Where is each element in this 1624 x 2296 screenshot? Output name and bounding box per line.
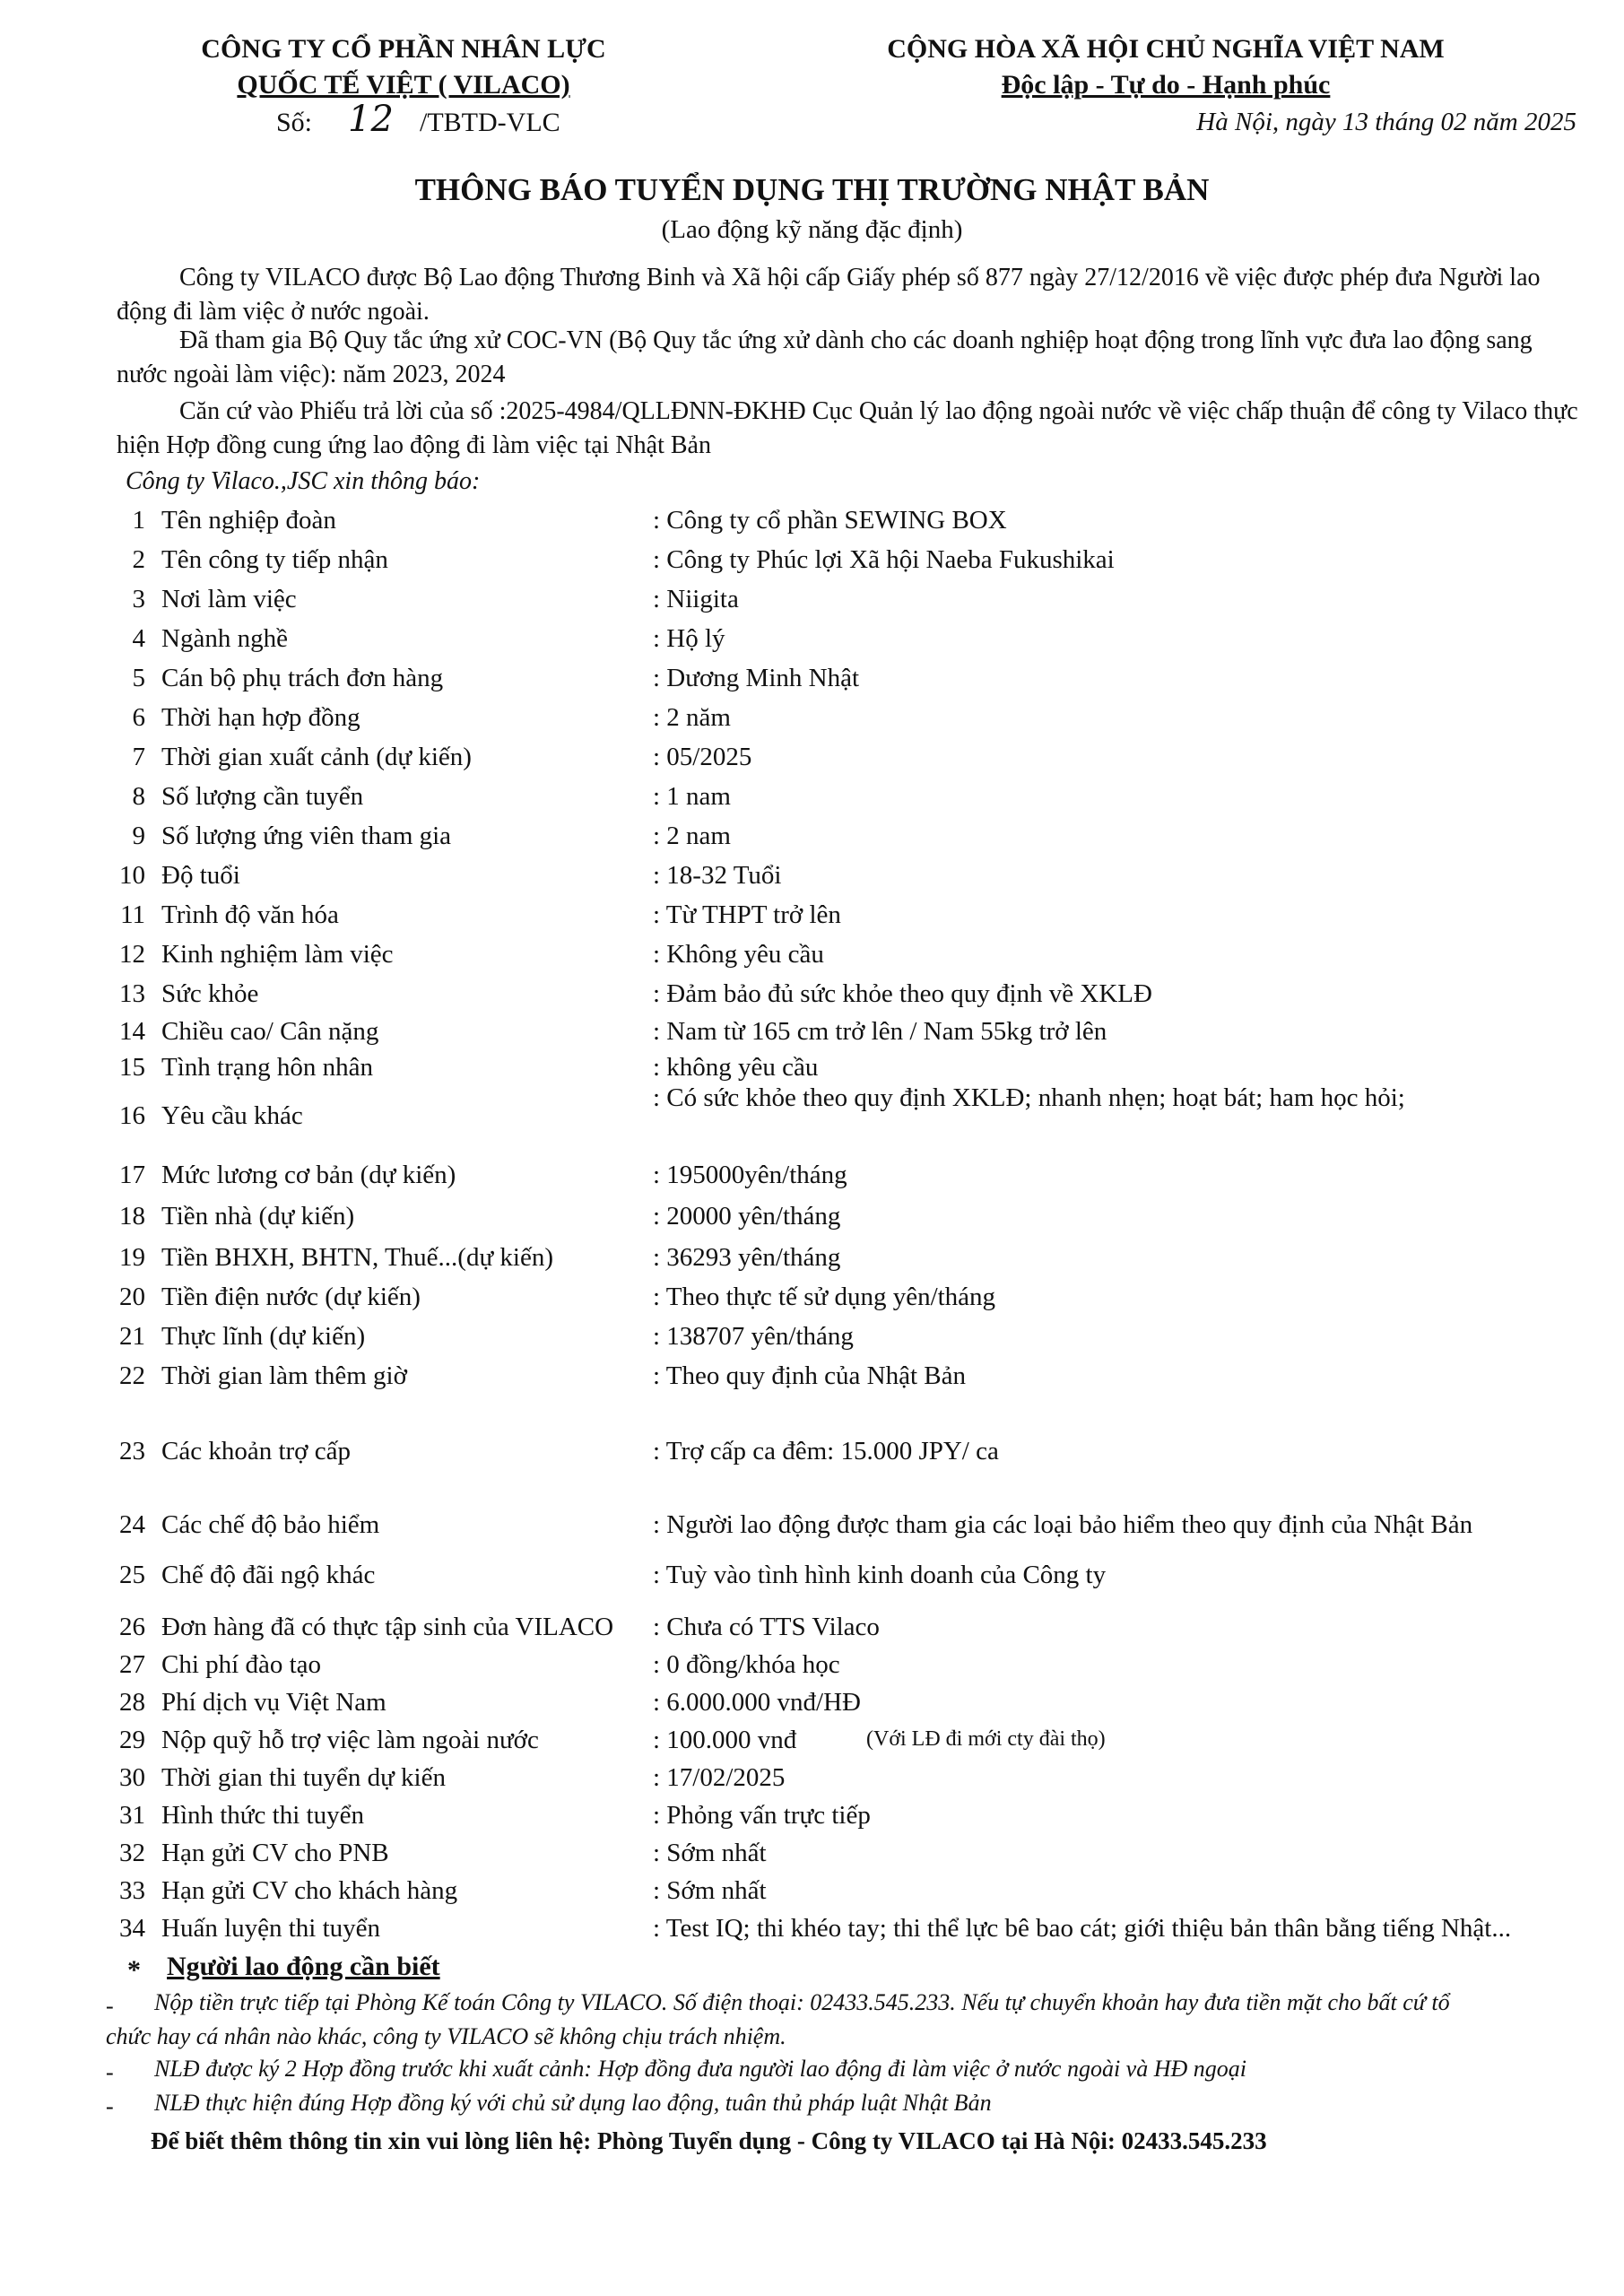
item-label: Chiều cao/ Cân nặng	[161, 1017, 379, 1046]
item-label: Nơi làm việc	[161, 585, 297, 613]
item-label: Số lượng cần tuyển	[161, 782, 364, 811]
item-number: 24	[119, 1510, 145, 1539]
issue-date: Hà Nội, ngày 13 tháng 02 năm 2025	[1196, 108, 1576, 136]
item-number: 29	[119, 1726, 145, 1754]
item-value: : Không yêu cầu	[653, 940, 824, 969]
list-item	[0, 1688, 1624, 1724]
item-number: 19	[119, 1243, 145, 1272]
list-item	[0, 1726, 1624, 1761]
item-value: : 20000 yên/tháng	[653, 1202, 841, 1231]
list-item	[0, 1361, 1624, 1397]
document-title: THÔNG BÁO TUYỂN DỤNG THỊ TRƯỜNG NHẬT BẢN	[414, 172, 1210, 207]
intro-coc-line1: Đã tham gia Bộ Quy tắc ứng xử COC-VN (Bộ Quy tắc ứng xử dành cho các doanh nghiệp hoạt động trong lĩnh vực đưa lao động sang	[179, 326, 1533, 354]
item-number: 32	[119, 1839, 145, 1867]
intro-license-line2: động đi làm việc ở nước ngoài.	[117, 298, 430, 326]
contact-info: Để biết thêm thông tin xin vui lòng liên hệ: Phòng Tuyển dụng - Công ty VILACO tại Hà Nội: 02433.545.233	[151, 2127, 1267, 2154]
notice-heading: Người lao động cần biết	[167, 1952, 440, 1981]
notice-contracts: NLĐ được ký 2 Hợp đồng trước khi xuất cảnh: Hợp đồng đưa người lao động đi làm việc ở nước ngoài và HĐ ngoại	[154, 2056, 1246, 2082]
item-value: : Tuỳ vào tình hình kinh doanh của Công ty	[653, 1561, 1107, 1589]
item-number: 1	[132, 506, 145, 535]
list-item	[0, 1839, 1624, 1874]
list-item	[0, 979, 1624, 1015]
item-number: 12	[119, 940, 145, 969]
item-number: 22	[119, 1361, 145, 1390]
item-number: 10	[119, 861, 145, 890]
item-value: : Dương Minh Nhật	[653, 664, 860, 692]
company-short-name: QUỐC TẾ VIỆT ( VILACO)	[237, 70, 570, 100]
intro-announcement: Công ty Vilaco.,JSC xin thông báo:	[126, 467, 481, 495]
item-label: Các chế độ bảo hiểm	[161, 1510, 380, 1539]
item-value: : 36293 yên/tháng	[653, 1243, 841, 1272]
item-label: Tên nghiệp đoàn	[161, 506, 336, 535]
item-number: 3	[132, 585, 145, 613]
item-value: : Test IQ; thi khéo tay; thi thể lực bê bao cát; giới thiệu bản thân bằng tiếng Nhật...	[653, 1914, 1512, 1943]
item-label: Chi phí đào tạo	[161, 1650, 322, 1679]
item-number: 6	[132, 703, 145, 732]
doc-number-suffix: /TBTD-VLC	[420, 108, 560, 137]
item-label: Hạn gửi CV cho PNB	[161, 1839, 389, 1867]
item-label: Các khoản trợ cấp	[161, 1437, 352, 1465]
item-value: : 2 năm	[653, 703, 731, 732]
item-label: Thời gian xuất cảnh (dự kiến)	[161, 743, 472, 771]
item-value: : 17/02/2025	[653, 1763, 786, 1792]
item-number: 27	[119, 1650, 145, 1679]
item-number: 11	[120, 900, 145, 929]
item-value: : Sớm nhất	[653, 1839, 767, 1867]
notice-dash-1: -	[106, 1993, 114, 2019]
list-item	[0, 664, 1624, 700]
item-label: Thời hạn hợp đồng	[161, 703, 360, 732]
item-number: 9	[132, 822, 145, 850]
item-value: : Chưa có TTS Vilaco	[653, 1613, 880, 1641]
list-item	[0, 1017, 1624, 1053]
item-value: : Công ty Phúc lợi Xã hội Naeba Fukushikai	[653, 545, 1115, 574]
list-item	[0, 1510, 1624, 1546]
item-number: 2	[132, 545, 145, 574]
notice-dash-3: -	[106, 2093, 114, 2119]
item-label: Thời gian làm thêm giờ	[161, 1361, 407, 1390]
item-value: : không yêu cầu	[653, 1053, 819, 1082]
item-value: : Từ THPT trở lên	[653, 900, 841, 929]
list-item	[0, 940, 1624, 976]
list-item	[0, 782, 1624, 818]
item-value: : 1 nam	[653, 782, 731, 811]
item-label: Phí dịch vụ Việt Nam	[161, 1688, 386, 1717]
item-label: Sức khỏe	[161, 979, 259, 1008]
item-value: : 195000yên/tháng	[653, 1161, 847, 1189]
list-item	[0, 703, 1624, 739]
item-label: Yêu cầu khác	[161, 1101, 303, 1130]
item-value-note: (Với LĐ đi mới cty đài thọ)	[866, 1727, 1106, 1751]
item-label: Trình độ văn hóa	[161, 900, 339, 929]
company-name: CÔNG TY CỔ PHẦN NHÂN LỰC	[201, 34, 606, 64]
list-item	[0, 900, 1624, 936]
item-number: 23	[119, 1437, 145, 1465]
item-label: Hạn gửi CV cho khách hàng	[161, 1876, 458, 1905]
intro-approval-line1: Căn cứ vào Phiếu trả lời của số :2025-4984/QLLĐNN-ĐKHĐ Cục Quản lý lao động ngoài nước về việc chấp thuận để công ty Vilaco thực	[179, 397, 1578, 425]
item-label: Ngành nghề	[161, 624, 288, 653]
list-item	[0, 624, 1624, 660]
item-number: 31	[119, 1801, 145, 1830]
document-subtitle: (Lao động kỹ năng đặc định)	[661, 215, 963, 244]
item-value: : Có sức khỏe theo quy định XKLĐ; nhanh nhẹn; hoạt bát; ham học hỏi;	[653, 1083, 1405, 1112]
item-number: 5	[132, 664, 145, 692]
list-item	[0, 1437, 1624, 1473]
item-number: 16	[119, 1101, 145, 1130]
item-label: Độ tuổi	[161, 861, 240, 890]
item-label: Số lượng ứng viên tham gia	[161, 822, 452, 850]
item-value: : Theo thực tế sử dụng yên/tháng	[653, 1283, 996, 1311]
national-motto: Độc lập - Tự do - Hạnh phúc	[1001, 70, 1331, 100]
item-number: 14	[119, 1017, 145, 1046]
national-title: CỘNG HÒA XÃ HỘI CHỦ NGHĨA VIỆT NAM	[887, 34, 1445, 64]
item-label: Tên công ty tiếp nhận	[161, 545, 388, 574]
item-value: : 2 nam	[653, 822, 731, 850]
intro-license-line1: Công ty VILACO được Bộ Lao động Thương Binh và Xã hội cấp Giấy phép số 877 ngày 27/12/2016 về việc được phép đưa Người lao	[179, 264, 1541, 291]
item-number: 17	[119, 1161, 145, 1189]
item-value: : Phỏng vấn trực tiếp	[653, 1801, 871, 1830]
list-item	[0, 545, 1624, 581]
item-value: : 0 đồng/khóa học	[653, 1650, 840, 1679]
list-item	[0, 1914, 1624, 1950]
intro-approval-line2: hiện Hợp đồng cung ứng lao động đi làm việc tại Nhật Bản	[117, 431, 711, 459]
list-item	[0, 1876, 1624, 1912]
list-item	[0, 1322, 1624, 1358]
item-label: Đơn hàng đã có thực tập sinh của VILACO	[161, 1613, 614, 1641]
item-label: Hình thức thi tuyển	[161, 1801, 364, 1830]
item-value: : Công ty cổ phần SEWING BOX	[653, 506, 1007, 535]
item-label: Kinh nghiệm làm việc	[161, 940, 394, 969]
list-item	[0, 1202, 1624, 1238]
item-number: 18	[119, 1202, 145, 1231]
item-label: Cán bộ phụ trách đơn hàng	[161, 664, 444, 692]
item-number: 4	[132, 624, 145, 653]
list-item	[0, 1083, 1624, 1137]
item-value: : 05/2025	[653, 743, 752, 771]
doc-number-prefix: Số:	[276, 108, 313, 137]
list-item	[0, 506, 1624, 542]
item-label: Huấn luyện thi tuyển	[161, 1914, 381, 1943]
item-number: 25	[119, 1561, 145, 1589]
list-item	[0, 822, 1624, 857]
list-item	[0, 1763, 1624, 1799]
item-number: 15	[119, 1053, 145, 1082]
list-item	[0, 861, 1624, 897]
item-number: 30	[119, 1763, 145, 1792]
list-item	[0, 743, 1624, 778]
item-value: : 6.000.000 vnđ/HĐ	[653, 1688, 861, 1717]
item-value: : Sớm nhất	[653, 1876, 767, 1905]
item-value: : 138707 yên/tháng	[653, 1322, 854, 1351]
item-number: 33	[119, 1876, 145, 1905]
item-value: : Niigita	[653, 585, 739, 613]
intro-coc-line2: nước ngoài làm việc): năm 2023, 2024	[117, 361, 506, 388]
notice-payment-line1: Nộp tiền trực tiếp tại Phòng Kế toán Công ty VILACO. Số điện thoại: 02433.545.233. Nếu tự chuyển khoản hay đưa tiền mặt cho bất cứ tổ	[154, 1989, 1450, 2015]
item-value: : Trợ cấp ca đêm: 15.000 JPY/ ca	[653, 1437, 999, 1465]
notice-bullet: *	[127, 1955, 141, 1985]
item-label: Thực lĩnh (dự kiến)	[161, 1322, 366, 1351]
item-number: 28	[119, 1688, 145, 1717]
item-number: 20	[119, 1283, 145, 1311]
item-value: : 18-32 Tuổi	[653, 861, 782, 890]
list-item	[0, 1161, 1624, 1196]
item-value: : Theo quy định của Nhật Bản	[653, 1361, 967, 1390]
item-number: 13	[119, 979, 145, 1008]
item-number: 8	[132, 782, 145, 811]
list-item	[0, 1650, 1624, 1686]
notice-compliance: NLĐ thực hiện đúng Hợp đồng ký với chủ sử dụng lao động, tuân thủ pháp luật Nhật Bản	[154, 2090, 992, 2116]
item-number: 7	[132, 743, 145, 771]
item-label: Tiền nhà (dự kiến)	[161, 1202, 355, 1231]
item-value: : Hộ lý	[653, 624, 725, 653]
item-label: Tình trạng hôn nhân	[161, 1053, 373, 1082]
item-number: 26	[119, 1613, 145, 1641]
item-label: Chế độ đãi ngộ khác	[161, 1561, 376, 1589]
item-value: : Nam từ 165 cm trở lên / Nam 55kg trở lên	[653, 1017, 1107, 1046]
list-item	[0, 1283, 1624, 1318]
item-label: Tiền BHXH, BHTN, Thuế...(dự kiến)	[161, 1243, 554, 1272]
doc-number-handwritten: 12	[348, 99, 394, 140]
item-value: : 100.000 vnđ	[653, 1726, 797, 1754]
item-label: Mức lương cơ bản (dự kiến)	[161, 1161, 456, 1189]
list-item	[0, 1613, 1624, 1648]
item-number: 21	[119, 1322, 145, 1351]
item-value: : Đảm bảo đủ sức khỏe theo quy định về XKLĐ	[653, 979, 1152, 1008]
list-item	[0, 1801, 1624, 1837]
item-number: 34	[119, 1914, 145, 1943]
notice-payment-line2: chức hay cá nhân nào khác, công ty VILACO sẽ không chịu trách nhiệm.	[106, 2023, 786, 2049]
item-label: Tiền điện nước (dự kiến)	[161, 1283, 421, 1311]
list-item	[0, 585, 1624, 621]
list-item	[0, 1243, 1624, 1279]
notice-dash-2: -	[106, 2059, 114, 2085]
list-item	[0, 1561, 1624, 1596]
item-label: Thời gian thi tuyển dự kiến	[161, 1763, 446, 1792]
item-label: Nộp quỹ hỗ trợ việc làm ngoài nước	[161, 1726, 539, 1754]
item-value: : Người lao động được tham gia các loại bảo hiểm theo quy định của Nhật Bản	[653, 1510, 1473, 1539]
